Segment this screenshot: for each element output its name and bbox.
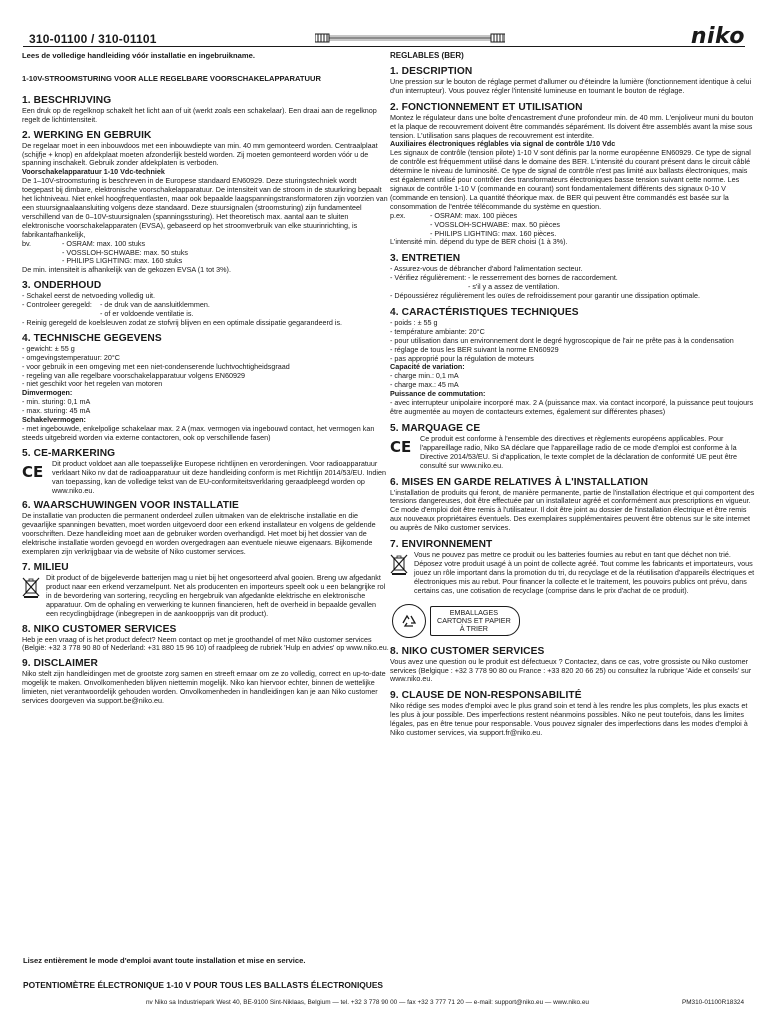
paragraph: De min. intensiteit is afhankelijk van de gekozen EVSA (1 tot 3%). [22,265,231,275]
section-heading: 9. DISCLAIMER [22,658,99,670]
subheading: Auxiliaires électroniques réglables via signal de contrôle 1/10 Vdc [390,139,616,149]
column-french [390,52,757,952]
list-item: - pour utilisation dans un environnement dont le degré hygroscopique de l'air ne prête pas à la condensation [390,335,734,345]
lead-text-fr-bottom: Lisez entièrement le mode d'emploi avant toute installation et mise en service. [23,956,306,965]
recycling-line: À TRIER [459,623,488,633]
section-heading: 7. MILIEU [22,561,69,573]
section-beschrijving [22,95,389,125]
subheading: Schakelvermogen: [22,415,86,425]
paragraph: Vous ne pouvez pas mettre ce produit ou les batteries fournies au rebut en tant que déchet non trié. Déposez votre produit usagé à un point de collecte agréé. Tout comme les fabricants et importateurs, vous jouez un rôle important dans la promotion du tri, du recyclage et de la réutilisation d'appareils électriques et électroniques mis au rebut. Pour financer la collecte et le traitement, les pouvoirs publics ont prévu, dans certains cas, une cotisation de recyclage (comprise dans le prix d'achat de ce produit). [414,550,755,595]
page-footer [0,999,768,1009]
list-item: - poids : ± 55 g [390,317,438,327]
paragraph: Dit product voldoet aan alle toepasselijke Europese richtlijnen en verordeningen. Voor radioapparatuur verklaart Niko nv dat de radioapparatuur uit deze handleiding conform is met Richtlijn 2014/53/EU. Indien van toepassing, kan de volledige tekst van de EU-conformiteitsverklaring geraadpleegd worden op www.niko.eu. [52,458,387,495]
paragraph: Vous avez une question ou le produit est défectueux ? Contactez, dans ce cas, votre grossiste ou Niko customer services (Belgique : +32 3 778 90 80 ou France : +33 820 20 66 25) ou consultez la rubrique 'Aide et conseils' sur www.niko.eu. [390,656,752,684]
section-caracteristiques [390,307,757,417]
paragraph: De 1–10V-stroomsturing is beschreven in de Europese standaard EN60929. Deze sturingstechniek wordt toegepast bij dimbare, elektronische voorschakelapparatuur. De intensiteit van de stroom in de stuurkring bepaalt het lichtniveau. Niet enkel hoogfrequentlasten, maar ook bepaalde laagspanningstransformatoren zijn voorzien van een stuursignaalaansluiting volgens deze standaard. Deze stuursignalen (stroomsturing) zijn fundamenteel verschillend van de 0–10V-stuursignalen (spanningssturing). Het theoretisch max. aantal aan te sluiten elektronische voorschakelapparaten (EVSA), gebaseerd op het stroomverbruik van elke stuurinrichting, is fabrikantafhankelijk, [22,176,388,239]
product-code: 310-01100 / 310-01101 [29,32,157,46]
paragraph: Les signaux de contrôle (tension pilote) 1-10 V sont définis par la norme européenne EN60929. Ce type de signal de contrôle est fréquemment utilisé dans le domaine des BER. L'intensité du courant présent dans le circuit câblé détermine le niveau de luminosité. Ce type de signal de contrôle n'est pas limité aux ballasts électroniques, mais est également utilisé pour contrôler des transformateurs électroniques basse tension suivant cette norme. Les signaux de contrôle 1-10 V (commande en courant) sont fondamentalement différents des signaux 0-10 V (commande en tension). La quantité théorique max. de BER qui peuvent être commandés est basée sur la consommation de l'entrée télécommande du système en question. [390,148,751,211]
paragraph: Dit product of de bijgeleverde batterijen mag u niet bij het ongesorteerd afval gooien. Breng uw afgedankt product naar een erkend verzamelpunt. Net als producenten en importeurs speelt ook u een belangrijke rol in de bevordering van sortering, recycling en hergebruik van afgedankte elektrische en elektronische apparatuur. Om de ophaling en verwerking te kunnen financieren, heft de overheid in bepaalde gevallen een recyclingbijdrage (inbegrepen in de aankoopprijs van dit product). [46,572,386,618]
list-key: bv. [22,238,32,248]
list-value: - VOSSLOH-SCHWABE: max. 50 stuks [62,247,188,257]
section-ce-markering [22,448,389,496]
paragraph: Heb je een vraag of is het product defect? Neem contact op met je groothandel of met Niko customer services (België: +32 3 778 90 80 of Nederland: +31 880 15 96 10) of raadpleeg de rubriek 'Hulp en advies' op www.niko.eu. [22,634,389,653]
section-heading: 6. WAARSCHUWINGEN VOOR INSTALLATIE [22,500,239,512]
section-technische-gegevens [22,333,389,443]
subheading: Dimvermogen: [22,388,73,398]
list-value: - of er voldoende ventilatie is. [100,309,194,319]
list-item: - pas approprié pour la régulation de moteurs [390,353,534,363]
list-key: p.ex. [390,210,406,220]
paragraph: Niko stelt zijn handleidingen met de grootste zorg samen en streeft ernaar om ze zo volledig, correct en up-to-date mogelijk te maken. Onvolkomenheden blijven niettemin mogelijk. Niko kan hiervoor echter, binnen de wettelijke limieten, niet verantwoordelijk gehouden worden. Onvolkomenheden in handleidingen kan je aan Niko customer services doorgeven via support.be@niko.eu. [22,669,386,706]
list-key: - Vérifiez régulièrement: [390,273,467,283]
list-value: - s'il y a assez de ventilation. [468,282,560,292]
lead-text-fr: RÉGLABLES (BER) [390,52,464,60]
list-item: - gewicht: ± 55 g [22,343,75,353]
list-value: - VOSSLOH-SCHWABE: max. 50 pièces [430,219,560,229]
list-value: - OSRAM: max. 100 pièces [430,210,518,220]
list-item: - niet geschikt voor het regelen van motoren [22,379,163,389]
section-entretien [390,253,757,301]
section-heading: 8. NIKO CUSTOMER SERVICES [22,623,177,635]
section-heading: 6. MISES EN GARDE RELATIVES À L'INSTALLATION [390,476,649,488]
section-heading: 9. CLAUSE DE NON-RESPONSABILITÉ [390,690,582,702]
list-item: - Dépoussiérez régulièrement les ouïes de refroidissement pour garantir une dissipation optimale. [390,291,701,301]
list-item [22,301,389,310]
lead-text-nl: Lees de volledige handleiding vóór installatie en ingebruikname. [22,52,255,60]
section-onderhoud [22,280,389,328]
crossed-bin-icon [390,551,414,596]
recycling-line: EMBALLAGES [449,607,499,617]
section-marquage-ce [390,423,757,471]
list-value: - le resserrement des bornes de raccordement. [468,273,618,283]
list-item: - voor gebruik in een omgeving met een niet-condenserende luchtvochtigheidsgraad [22,361,290,371]
list-value: - PHILIPS LIGHTING: max. 160 pièces. [430,228,557,238]
subheading: Puissance de commutation: [390,389,486,399]
section-milieu [22,562,389,619]
ce-mark-icon: CE [390,437,412,456]
section-heading: 8. NIKO CUSTOMER SERVICES [390,645,545,657]
section-heading: 1. DESCRIPTION [390,65,473,77]
list-item [390,274,757,283]
paragraph: Montez le régulateur dans une boîte d'encastrement d'une profondeur min. de 40 mm. L'enjoliveur muni du bouton et la plaque de recouvrement doivent être commandés séparément. Ils doivent être assemblés avant la mise sous tension. L'utilisation sans plaques de recouvrement est interdite. [390,112,754,140]
ce-mark-icon: CE [22,462,44,481]
paragraph: L'installation de produits qui feront, de manière permanente, partie de l'installation électrique et qui comportent des tensions dangereuses, doit être effectuée par un installateur agréé et conformément aux prescriptions en vigueur. Ce mode d'emploi doit être remis à l'utilisateur. Il doit être joint au dossier de l'installation électrique et être remis aux nouveaux propriétaires éventuels. Des exemplaires supplémentaires peuvent être obtenus sur le site internet ou auprès de Niko customer services. [390,487,755,533]
list-item: - Reinig geregeld de koelsleuven zodat ze stofvrij blijven en een optimale dissipatie gegarandeerd is. [22,317,343,327]
section-mises-en-garde [390,477,757,534]
list-item: - Assurez-vous de débrancher d'abord l'alimentation secteur. [390,264,583,274]
list-item: - avec interrupteur unipolaire incorporé max. 2 A (puissance max. via contact incorporé, la puissance peut toujours être augmentée au moyen de contacteurs externes, également sur différentes phases) [390,398,754,416]
paragraph: De installatie van producten die permanent onderdeel zullen uitmaken van de elektrische installatie en die gevaarlijke spanningen bevatten, moet worden uitgevoerd door een erkend installateur en volgens de geldende voorschriften. Deze handleiding moet aan de gebruiker worden overhandigd. Het moet bij het dossier van de elektrische installatie worden gevoegd en worden overgedragen aan eventuele nieuwe eigenaars. Bijkomende exemplaren zijn verkrijgbaar via de website of Niko customer services. [22,511,376,557]
section-environnement [390,539,757,638]
paragraph: Niko rédige ses modes d'emploi avec le plus grand soin et tend à les rendre les plus complets, les plus exacts et les plus à jour possible. Des imperfections restent néanmoins possibles. Niko ne peut toutefois, dans les limites légales, pas en être tenue pour responsable. Vous pouvez signaler des imperfections dans les modes d'emploi à Niko customer services, via support.fr@niko.eu. [390,701,748,738]
recycling-badge [392,604,757,638]
section-customer-services-fr [390,646,757,685]
paragraph: De regelaar moet in een inbouwdoos met een inbouwdiepte van min. 40 mm gemonteerd worden. Centraalplaat (schijfje + knop) en afdekplaat moeten afzonderlijk besteld worden. Zij moeten gemonteerd worden vóór u de spanning inschakelt. Gebruik zonder afdekplaten is verboden. [22,140,378,168]
paragraph: Ce produit est conforme à l'ensemble des directives et règlements européens applicables. Pour l'appareillage radio, Niko SA déclare que l'appareillage radio de ce mode d'emploi est conforme à la Directive 2014/53/EU. Si d'application, le texte complet de la déclaration de conformité UE peut être consulté sur www.niko.eu. [420,433,737,470]
section-heading: 3. ENTRETIEN [390,253,461,265]
section-fonctionnement [390,102,757,248]
paragraph: L'intensité min. dépend du type de BER choisi (1 à 3%). [390,237,568,247]
section-disclaimer [22,658,389,706]
section-non-responsabilite [390,690,757,738]
list-item: - Schakel eerst de netvoeding volledig uit. [22,291,156,301]
section-heading: 4. TECHNISCHE GEGEVENS [22,332,162,344]
section-heading: 3. ONDERHOUD [22,280,102,292]
section-heading: 5. MARQUAGE CE [390,422,481,434]
list-value: - de druk van de aansluitklemmen. [100,300,210,310]
list-item: - réglage de tous les BER suivant la norme EN60929 [390,344,559,354]
section-heading: 4. CARACTÉRISTIQUES TECHNIQUES [390,306,579,318]
recycling-line: CARTONS ET PAPIER [437,615,511,625]
paragraph: Een druk op de regelknop schakelt het licht aan of uit (werkt zoals een schakelaar). Een draai aan de regelknop regelt de lichtintensiteit. [22,105,377,124]
section-heading: 1. BESCHRIJVING [22,94,112,106]
list-item: - omgevingstemperatuur: 20°C [22,352,120,362]
list-item: - charge min.: 0,1 mA [390,371,459,381]
main-title-fr: POTENTIOMÈTRE ÉLECTRONIQUE 1-10 V POUR TOUS LES BALLASTS ÉLECTRONIQUES [23,980,384,990]
section-heading: 7. ENVIRONNEMENT [390,539,493,551]
list-item: - met ingebouwde, enkelpolige schakelaar max. 2 A (max. vermogen via ingebouwd contact, het vermogen kan steeds uitgebreid worden via externe contactoren, ook op verschillende fasen) [22,424,375,442]
list-item: - min. sturing: 0,1 mA [22,397,91,407]
column-dutch [22,52,389,952]
company-address: nv Niko sa Industriepark West 40, BE-9100 Sint-Niklaas, Belgium — tel. +32 3 778 90 00 — fax +32 3 777 71 20 — e-mail: support@niko.eu — www.niko.eu [146,999,589,1006]
niko-logo: niko [690,24,745,49]
subheading: Voorschakelapparatuur 1-10 Vdc-techniek [22,167,165,177]
list-key: - Controleer geregeld: [22,300,92,310]
section-heading: 2. FONCTIONNEMENT ET UTILISATION [390,101,583,113]
list-item: - température ambiante: 20°C [390,326,485,336]
section-heading: 5. CE-MARKERING [22,447,116,459]
section-heading: 2. WERKING EN GEBRUIK [22,129,152,141]
crossed-bin-icon [22,574,46,619]
page-header [23,24,745,49]
section-description [390,66,757,96]
list-value: - PHILIPS LIGHTING: max. 160 stuks [62,256,183,266]
section-waarschuwingen [22,500,389,557]
list-item: - regeling van alle regelbare voorschakelapparatuur volgens EN60929 [22,370,245,380]
paragraph: Une pression sur le bouton de réglage permet d'allumer ou d'éteindre la lumière (fonctionnement identique à celui d'un interrupteur). Vous pouvez régler l'intensité lumineuse en tournant le bouton de réglage. [390,76,752,95]
main-title-nl: 1-10V-STROOMSTURING VOOR ALLE REGELBARE VOORSCHAKELAPPARATUUR [22,73,321,83]
connector-strip-icon [315,32,505,44]
document-reference: PM310-01100R18324 [681,999,744,1006]
recycling-label [430,606,520,636]
recycle-icon [392,604,426,638]
header-rule [23,46,745,47]
section-customer-services-nl [22,624,389,654]
list-value: - OSRAM: max. 100 stuks [62,238,146,248]
list-item: - max. sturing: 45 mA [22,406,91,416]
subheading: Capacité de variation: [390,362,465,372]
section-werking [22,130,389,276]
list-item: - charge max.: 45 mA [390,380,459,390]
